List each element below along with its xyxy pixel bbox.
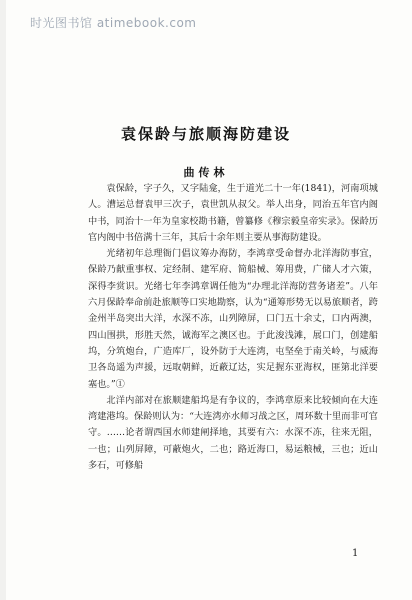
paragraph-1: 袁保龄，字子久，又字陆龛，生于道光二十一年(1841)，河南项城人。漕运总督袁甲三次子，袁世凯从叔父。举人出身，同治五年官内阁中书，同治十一年为皇家校勘书籍，曾纂修《穆宗毅皇帝实录》。保龄历官内阁中书倍满十三年，其后十余年则主要从事海防建设。 <box>88 183 378 243</box>
paragraph-3: 北洋内部对在旅顺建船坞是有争议的，李鸿章原来比较倾向在大连湾建港坞。保龄则认为：“大连湾亦水师习战之区，周环数十里而非可官守。……论者谓西国水师建闸择地，其要有六：水深不冻，往来无阻，一也；山列屏障，可蔽炮火，二也；路近海口，易运粮械，三也；近山多石，可修船 <box>88 394 378 472</box>
article-author: 曲传林 <box>183 166 229 179</box>
page-number: 1 <box>352 548 359 559</box>
site-watermark: 时光图书馆 atimebook.com <box>30 16 197 30</box>
article-body <box>88 181 378 474</box>
article-title: 袁保龄与旅顺海防建设 <box>120 125 291 143</box>
paragraph-2: 光绪初年总理衙门倡议筹办海防，李鸿章受命督办北洋海防事宜，保龄乃献重事权、定经制、建军府、简船械、筹用费，广储人才六策，深得李赏识。光绪七年李鸿章调任他为“办理北洋海防营务诸差”。八年六月保龄奉命前赴旅顺等口实地勘察，认为“通筹形势无以易旅顺者，跨金州半岛突出大洋，水深不冻，山列障屏，口门五十余丈，口内两澳，四山围拱，形胜天然，诚海军之澳区也。于此浚浅滩，展口门，创建船坞，分筑炮台，广造库厂，设外防于大连湾，屯坚垒于南关岭，与威海卫各岛遥为声援，远取朝鲜，近蔽辽达，实足握东亚海权，匪第北洋要塞也。”① <box>88 248 378 390</box>
page-edge-shadow <box>0 0 6 600</box>
